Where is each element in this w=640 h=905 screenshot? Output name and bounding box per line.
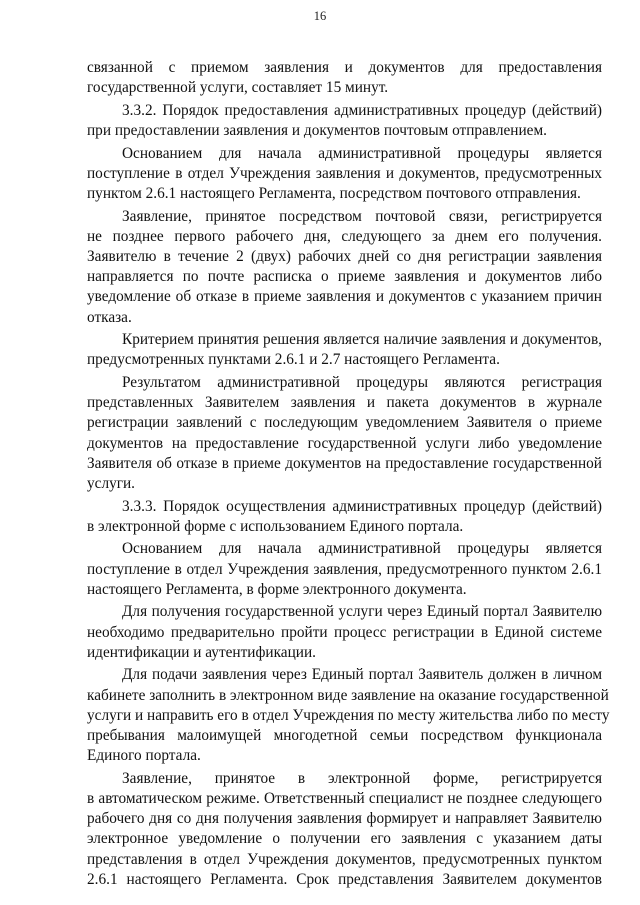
text-line: поступление в отдел Учреждения заявления, предусмотренного пунктом 2.6.1 bbox=[87, 560, 602, 578]
text-line: пребывания малоимущей многодетной семьи посредством функционала bbox=[87, 727, 602, 745]
paragraph bbox=[87, 665, 610, 766]
paragraph bbox=[87, 144, 602, 205]
text-line: необходимо предварительно пройти процесс регистрации в Единой системе bbox=[87, 623, 602, 641]
paragraph bbox=[87, 769, 602, 890]
text-line: 3.3.3. Порядок осуществления административных процедур (действий) bbox=[122, 497, 602, 515]
text-line: кабинете заполнить в электронном виде заявление на оказание государственной bbox=[87, 686, 609, 704]
text-line: идентификации и аутентификации. bbox=[87, 643, 316, 661]
text-line: уведомление об отказе в приеме заявления и документов с указанием причин bbox=[87, 288, 602, 306]
text-line: регистрации заявлений с последующим уведомлением Заявителя о приеме bbox=[87, 414, 602, 432]
page-number: 16 bbox=[313, 9, 327, 23]
text-line: настоящего Регламента, в форме электронного документа. bbox=[87, 580, 467, 598]
paragraph bbox=[87, 497, 602, 537]
text-line: Заявление, принятое в электронной форме, регистрируется bbox=[122, 769, 602, 787]
text-line: в электронной форме с использованием Единого портала. bbox=[87, 517, 464, 535]
text-line: не позднее первого рабочего дня, следующего за днем его получения. bbox=[87, 227, 602, 245]
paragraph bbox=[87, 373, 602, 494]
paragraph bbox=[87, 101, 602, 141]
paragraph bbox=[87, 207, 602, 328]
text-line: 2.6.1 настоящего Регламента. Срок представления Заявителем документов bbox=[87, 870, 602, 888]
text-line: Для подачи заявления через Единый портал Заявитель должен в личном bbox=[122, 666, 602, 684]
text-line: услуги и направить его в отдел Учреждения по месту жительства либо по месту bbox=[87, 706, 610, 724]
paragraph bbox=[87, 602, 602, 663]
text-line: рабочего дня со дня получения заявления формирует и направляет Заявителю bbox=[87, 810, 602, 828]
text-line: отказа. bbox=[87, 308, 132, 326]
text-line: Критерием принятия решения является наличие заявления и документов, bbox=[122, 331, 602, 349]
text-line: в автоматическом режиме. Ответственный специалист не позднее следующего bbox=[87, 790, 602, 808]
text-line: представления в отдел Учреждения документов, предусмотренных пунктом bbox=[87, 850, 602, 868]
text-line: поступление в отдел Учреждения заявления и документов, предусмотренных bbox=[87, 164, 602, 182]
text-line: Для получения государственной услуги через Единый портал Заявителю bbox=[122, 603, 602, 621]
text-line: представленных Заявителем заявления и пакета документов в журнале bbox=[87, 394, 602, 412]
text-line: электронное уведомление о получении его заявления с указанием даты bbox=[87, 830, 602, 848]
paragraph bbox=[87, 330, 602, 370]
text-line: Результатом административной процедуры являются регистрация bbox=[122, 374, 602, 391]
paragraph bbox=[87, 58, 602, 98]
text-line: 3.3.2. Порядок предоставления административных процедур (действий) bbox=[122, 101, 602, 119]
text-line: Заявление, принятое посредством почтовой связи, регистрируется bbox=[122, 207, 602, 225]
text-line: Заявителю в течение 2 (двух) рабочих дней со дня регистрации заявления bbox=[87, 248, 602, 265]
text-line: государственной услуги, составляет 15 минут. bbox=[87, 79, 389, 97]
paragraph bbox=[87, 539, 602, 600]
text-line: при предоставлении заявления и документов почтовым отправлением. bbox=[87, 122, 547, 139]
document-body bbox=[87, 58, 610, 892]
text-line: Основанием для начала административной процедуры является bbox=[122, 144, 602, 162]
text-line: связанной с приемом заявления и документов для предоставления bbox=[87, 59, 602, 76]
text-line: Заявителя об отказе в приеме документов на предоставление государственной bbox=[87, 454, 602, 472]
text-line: Единого портала. bbox=[87, 747, 201, 765]
text-line: Основанием для начала административной процедуры является bbox=[122, 540, 602, 558]
text-line: услуги. bbox=[87, 475, 136, 493]
text-line: пунктом 2.6.1 настоящего Регламента, посредством почтового отправления. bbox=[87, 185, 581, 202]
text-line: документов на предоставление государственной услуги либо уведомление bbox=[87, 434, 602, 452]
text-line: предусмотренных пунктами 2.6.1 и 2.7 настоящего Регламента. bbox=[87, 351, 500, 369]
text-line: направляется по почте расписка о приеме заявления и документов либо bbox=[87, 268, 602, 286]
